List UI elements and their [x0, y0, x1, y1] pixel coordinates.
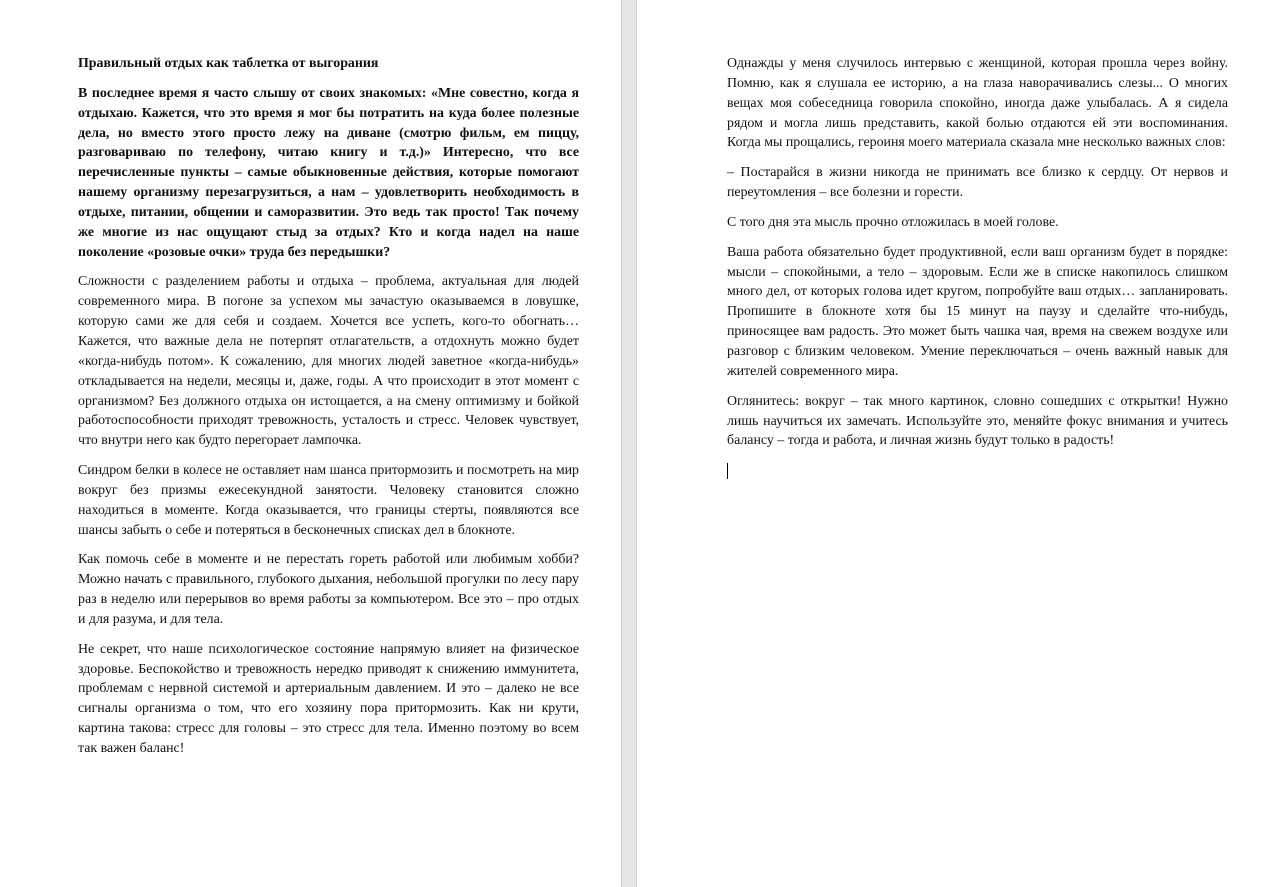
body-paragraph: Синдром белки в колесе не оставляет нам шанса притормозить и посмотреть на мир вокруг без призмы ежесекундной занятости. Человеку становится сложно находиться в моменте. Когда оказывается, что границы стерты, появляются все шансы забыть о себе и потеряться в бесконечных списках дел в блокноте.	[78, 463, 579, 538]
body-paragraph: Сложности с разделением работы и отдыха – проблема, актуальная для людей современного мира. В погоне за успехом мы зачастую оказываемся в ловушке, которую сами же для себя и создаем. Хочется все успеть, кого-то обогнать… Кажется, что важные дела не потерпят отлагательств, а отдохнуть можно будет «когда-нибудь потом». К сожалению, для многих людей заветное «когда-нибудь» откладывается на недели, месяцы и, даже, годы. А что происходит в этот момент с организмом? Без должного отдыха он истощается, а на смену оптимизму и бойкой работоспособности приходят тревожность, усталость и стресс. Человек чувствует, что внутри него как будто перегорает лампочка.	[78, 274, 579, 449]
page-left-body[interactable]	[78, 54, 579, 769]
document-page-right[interactable]	[637, 0, 1267, 887]
body-paragraph: Не секрет, что наше психологическое состояние напрямую влияет на физическое здоровье. Беспокойство и тревожность нередко приводят к снижению иммунитета, проблемам с нервной системой и артериальным давлением. И это – далеко не все сигналы организма о том, что его хозяину пора притормозить. Как ни крути, картина такова: стресс для головы – это стресс для тела. Именно поэтому во всем так важен баланс!	[78, 641, 579, 756]
text-cursor	[727, 463, 728, 479]
page-right-body[interactable]	[727, 54, 1228, 491]
body-paragraph: – Постарайся в жизни никогда не принимать все близко к сердцу. От нервов и переутомления – все болезни и горести.	[727, 165, 1228, 201]
body-paragraph: Оглянитесь: вокруг – так много картинок, словно сошедших с открытки! Нужно лишь научиться их замечать. Используйте это, меняйте фокус внимания и учитесь балансу – тогда и работа, и личная жизнь будут только в радость!	[727, 393, 1228, 449]
body-paragraph: С того дня эта мысль прочно отложилась в моей голове.	[727, 214, 1059, 230]
body-paragraph: Однажды у меня случилось интервью с женщиной, которая прошла через войну. Помню, как я слушала ее историю, а на глаза наворачивались слезы... О многих вещах моя собеседница говорила спокойно, иногда даже улыбалась. А я сидела рядом и могла лишь представить, какой болью отдаются ей эти воспоминания. Когда мы прощались, героиня моего материала сказала мне несколько важных слов:	[727, 56, 1228, 151]
body-paragraph: Как помочь себе в моменте и не перестать гореть работой или любимым хобби? Можно начать с правильного, глубокого дыхания, небольшой прогулки по лесу пару раз в неделю или перерывов во время работы за компьютером. Все это – про отдых и для разума, и для тела.	[78, 552, 579, 627]
article-title: Правильный отдых как таблетка от выгорания	[78, 56, 379, 71]
body-paragraph: Ваша работа обязательно будет продуктивной, если ваш организм будет в порядке: мысли – спокойными, а тело – здоровым. Если же в списке накопилось слишком много дел, от которых голова идет кругом, попробуйте ваш отдых… запланировать. Пропишите в блокноте хотя бы 15 минут на паузу и сделайте что-нибудь, приносящее вам радость. Это может быть чашка чая, время на свежем воздухе или разговор с близким человеком. Умение переключаться – очень важный навык для жителей современного мира.	[727, 244, 1228, 379]
lead-paragraph: В последнее время я часто слышу от своих знакомых: «Мне совестно, когда я отдыхаю. Кажется, что это время я мог бы потратить на куда более полезные дела, но вместо этого просто лежу на диване (смотрю фильм, ем пиццу, разговариваю по телефону, читаю книгу и т.д.)» Интересно, что все перечисленные пункты – самые обыкновенные действия, которые помогают нашему организму перезагрузиться, а нам – удовлетворить необходимость в отдыхе, питании, общении и саморазвитии. Это ведь так просто! Так почему же многие из нас ощущают стыд за отдых? Кто и когда надел на наше поколение «розовые очки» труда без передышки?	[78, 85, 579, 260]
page-gap	[621, 0, 637, 887]
document-page-left[interactable]	[0, 0, 621, 887]
empty-paragraph[interactable]	[727, 461, 1228, 481]
